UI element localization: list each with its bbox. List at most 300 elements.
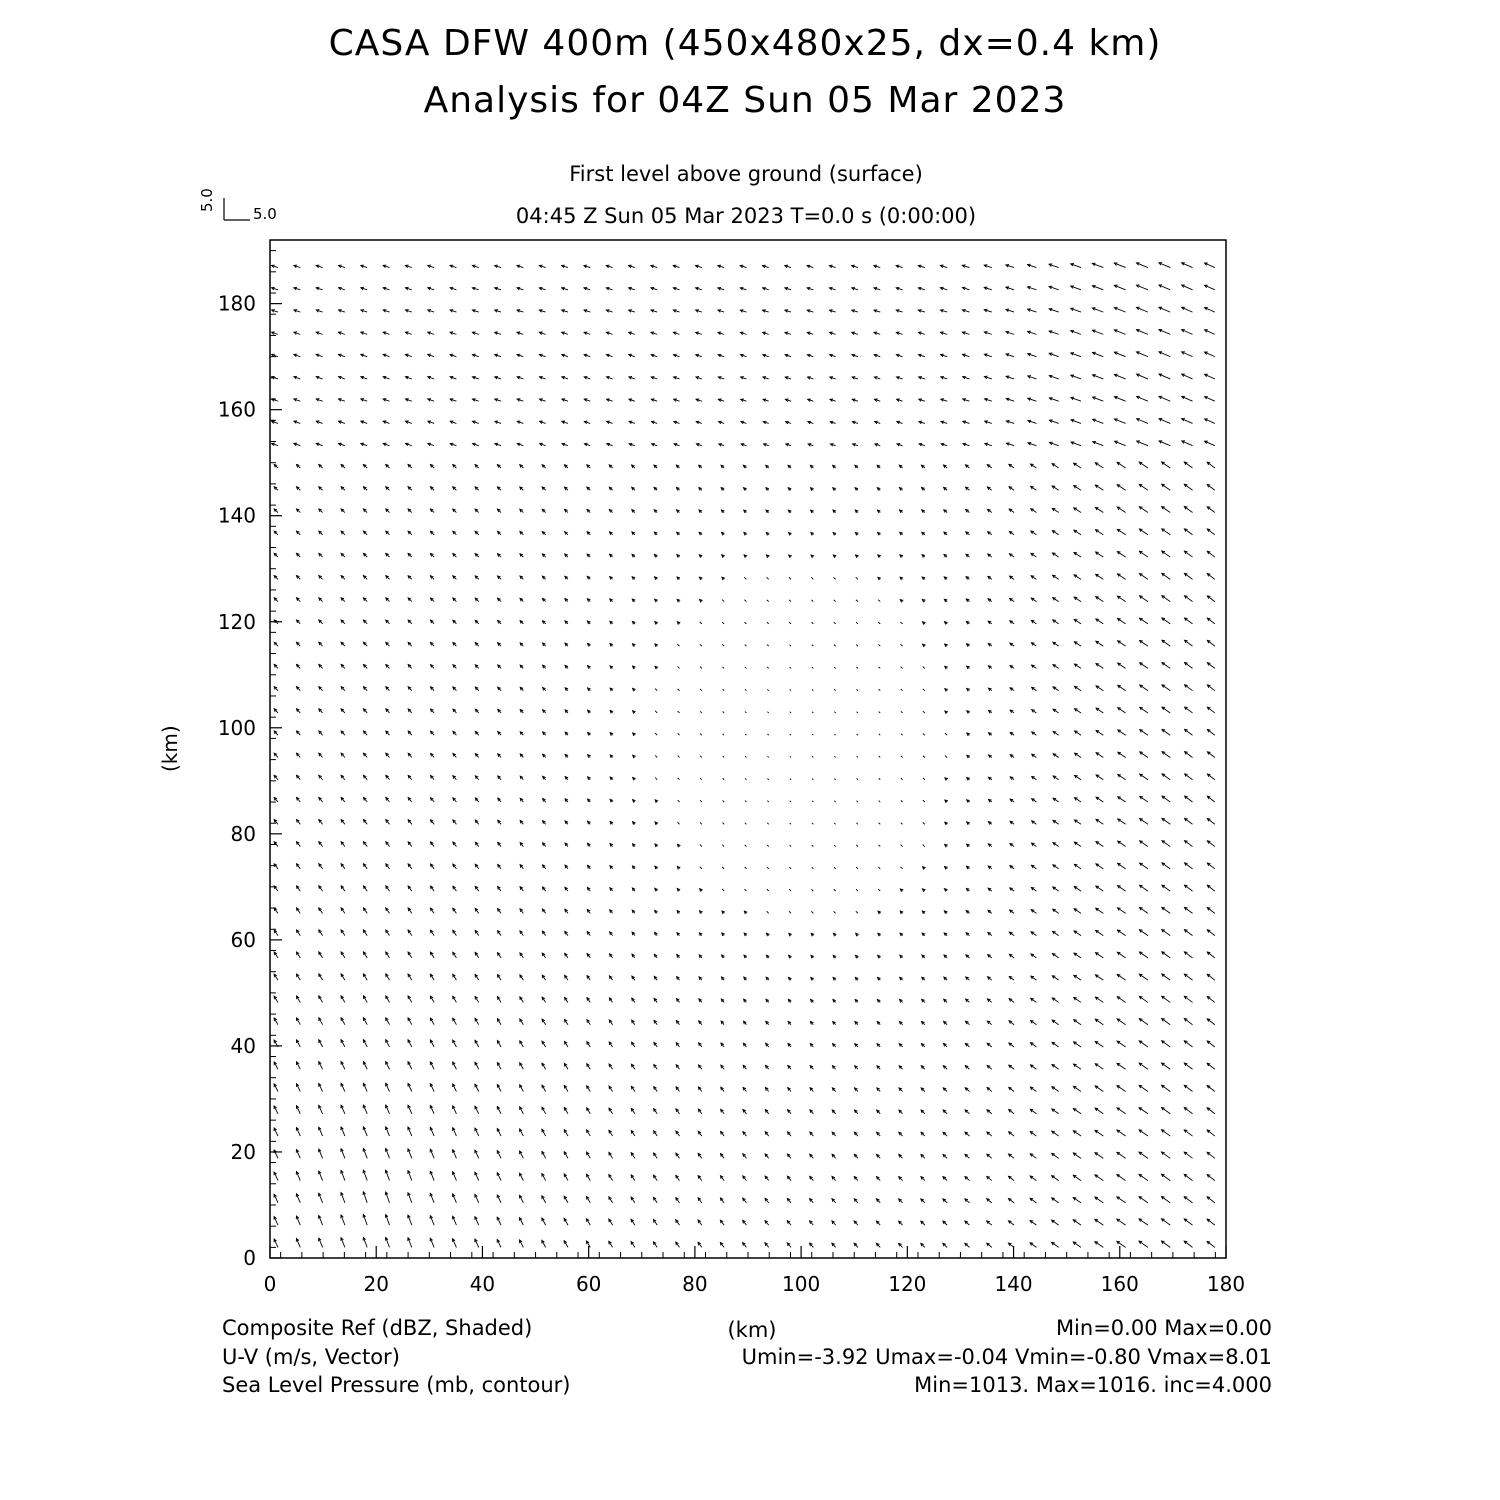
wind-vector xyxy=(654,1064,657,1069)
wind-vector xyxy=(722,845,724,847)
wind-vector xyxy=(696,443,701,446)
wind-vector xyxy=(1117,1086,1126,1092)
wind-vector xyxy=(698,1087,701,1092)
wind-vector xyxy=(810,1044,813,1047)
wind-vector xyxy=(341,1062,345,1070)
wind-vector xyxy=(296,864,300,869)
wind-vector xyxy=(856,600,858,602)
wind-vector xyxy=(341,642,345,646)
wind-vector xyxy=(856,667,858,668)
wind-vector xyxy=(1053,887,1059,891)
wind-vector xyxy=(966,999,970,1002)
wind-vector xyxy=(790,801,791,802)
wind-vector xyxy=(1162,1041,1171,1047)
wind-vector xyxy=(632,1042,635,1047)
wind-vector xyxy=(1185,752,1193,758)
wind-vector xyxy=(319,753,323,757)
wind-vector xyxy=(790,667,791,668)
wind-vector xyxy=(1117,1197,1126,1203)
wind-vector xyxy=(341,620,345,624)
wind-vector xyxy=(899,1199,903,1203)
wind-vector xyxy=(386,1105,390,1114)
wind-vector xyxy=(610,866,613,869)
wind-vector xyxy=(698,1131,702,1136)
wind-vector xyxy=(1205,307,1215,312)
wind-vector xyxy=(790,734,791,735)
wind-vector xyxy=(1071,308,1081,312)
wind-vector xyxy=(878,644,880,646)
wind-vector xyxy=(1053,865,1059,869)
wind-vector xyxy=(945,711,948,714)
wind-vector xyxy=(651,421,657,424)
wind-vector xyxy=(319,1105,323,1113)
wind-vector xyxy=(699,1043,702,1047)
wind-vector xyxy=(722,600,724,602)
wind-vector xyxy=(767,734,768,735)
wind-vector xyxy=(1161,1219,1170,1225)
wind-vector xyxy=(517,265,523,268)
wind-vector xyxy=(653,1197,657,1203)
wind-vector xyxy=(1049,353,1058,357)
wind-vector xyxy=(1118,797,1126,802)
wind-vector xyxy=(722,933,725,936)
wind-vector xyxy=(720,1242,724,1247)
wind-vector xyxy=(606,354,612,357)
wind-vector xyxy=(673,265,679,268)
wind-vector xyxy=(855,510,858,513)
wind-vector xyxy=(319,642,323,646)
wind-vector xyxy=(274,1106,278,1114)
plot-frame xyxy=(270,240,1226,1258)
wind-vector xyxy=(633,800,636,803)
wind-vector xyxy=(812,689,813,690)
wind-vector xyxy=(386,974,390,980)
wind-vector xyxy=(1184,596,1192,602)
wind-vector xyxy=(945,644,948,647)
wind-vector xyxy=(607,399,613,402)
wind-vector xyxy=(921,1221,925,1225)
wind-vector xyxy=(762,265,768,268)
wind-vector xyxy=(1205,263,1215,268)
wind-vector xyxy=(967,800,970,803)
y-tick-label: 0 xyxy=(243,1246,256,1270)
wind-vector xyxy=(722,911,725,914)
wind-vector xyxy=(833,555,836,558)
wind-vector xyxy=(1096,953,1104,958)
wind-vector xyxy=(1115,441,1126,446)
wind-vector xyxy=(408,930,412,936)
wind-vector xyxy=(677,955,680,958)
wind-vector xyxy=(988,532,992,535)
wind-vector xyxy=(984,265,992,268)
wind-vector xyxy=(745,756,746,757)
wind-vector xyxy=(766,977,769,980)
wind-vector xyxy=(696,332,702,335)
wind-vector xyxy=(740,332,746,335)
wind-vector xyxy=(408,576,412,580)
wind-vector xyxy=(430,908,434,913)
wind-vector xyxy=(453,776,457,780)
wind-vector xyxy=(901,689,903,691)
wind-vector xyxy=(966,510,970,513)
wind-vector xyxy=(678,689,680,691)
wind-vector xyxy=(475,886,479,891)
wind-vector xyxy=(475,487,479,490)
wind-vector xyxy=(565,865,568,869)
wind-vector xyxy=(988,822,991,825)
wind-vector xyxy=(1010,665,1014,668)
wind-vector xyxy=(988,844,991,847)
wind-vector xyxy=(386,820,390,825)
wind-vector xyxy=(696,354,702,357)
wind-vector xyxy=(745,645,747,647)
wind-vector xyxy=(919,399,925,402)
wind-vector xyxy=(542,532,545,535)
wind-vector xyxy=(588,821,591,824)
wind-vector xyxy=(963,354,970,357)
wind-vector xyxy=(1162,930,1170,936)
wind-vector xyxy=(430,1105,434,1113)
wind-vector xyxy=(879,667,881,669)
wind-vector xyxy=(539,354,545,357)
wind-vector xyxy=(453,709,457,713)
wind-vector xyxy=(918,265,925,268)
wind-vector xyxy=(1162,551,1170,557)
wind-vector xyxy=(900,955,903,958)
wind-vector xyxy=(1073,1242,1081,1247)
wind-vector xyxy=(475,1194,479,1202)
y-tick-label: 40 xyxy=(230,1033,256,1058)
wind-vector xyxy=(1114,397,1125,402)
wind-vector xyxy=(341,952,345,958)
wind-vector xyxy=(787,1176,791,1180)
wind-vector xyxy=(341,1215,345,1225)
wind-vector xyxy=(408,1238,412,1248)
wind-vector xyxy=(539,287,545,290)
wind-vector xyxy=(274,1018,278,1025)
wind-vector xyxy=(274,1062,278,1069)
wind-vector xyxy=(1140,640,1148,646)
wind-vector xyxy=(807,310,813,313)
wind-vector xyxy=(988,643,992,646)
wind-vector xyxy=(1092,330,1103,334)
wind-vector xyxy=(453,820,457,824)
wind-vector xyxy=(1096,819,1103,824)
wind-vector xyxy=(765,1243,769,1248)
wind-vector xyxy=(1030,1132,1036,1137)
wind-vector xyxy=(453,798,457,802)
wind-vector xyxy=(988,888,992,891)
wind-vector xyxy=(919,376,925,379)
wind-vector xyxy=(1205,285,1215,290)
wind-vector xyxy=(676,1175,680,1180)
wind-vector xyxy=(408,487,412,491)
wind-vector xyxy=(1031,976,1037,980)
wind-vector xyxy=(1140,685,1148,691)
wind-vector xyxy=(1053,575,1059,579)
wind-vector xyxy=(565,599,568,602)
wind-vector xyxy=(565,997,568,1002)
wind-vector xyxy=(1139,529,1148,535)
wind-vector xyxy=(296,1018,300,1025)
wind-vector xyxy=(745,823,746,825)
wind-vector xyxy=(988,710,991,713)
wind-vector xyxy=(1009,1065,1014,1069)
wind-vector xyxy=(832,1110,835,1114)
wind-vector xyxy=(1031,598,1036,602)
wind-vector xyxy=(988,866,992,869)
wind-vector xyxy=(386,930,390,936)
wind-vector xyxy=(1207,574,1215,580)
wind-vector xyxy=(296,642,300,646)
wind-vector xyxy=(1137,441,1148,446)
wind-vector xyxy=(921,1132,925,1136)
wind-vector xyxy=(855,977,858,980)
x-tick-label: 0 xyxy=(263,1272,277,1296)
wind-vector xyxy=(1140,774,1148,780)
wind-vector xyxy=(1185,796,1193,802)
wind-vector xyxy=(294,443,300,446)
wind-vector xyxy=(565,754,568,757)
wind-vector xyxy=(763,399,769,402)
wind-vector xyxy=(296,996,300,1002)
wind-vector xyxy=(676,1131,680,1136)
wind-vector xyxy=(940,310,947,313)
wind-vector xyxy=(788,1088,791,1092)
wind-vector xyxy=(677,644,679,646)
wind-vector xyxy=(520,865,523,869)
wind-vector xyxy=(1096,864,1103,869)
wind-vector xyxy=(586,1196,590,1202)
wind-vector xyxy=(855,465,858,468)
wind-vector xyxy=(789,645,791,646)
wind-vector xyxy=(274,974,278,980)
wind-vector xyxy=(877,1066,880,1070)
wind-vector xyxy=(833,510,836,513)
wind-vector xyxy=(899,1132,903,1136)
wind-vector xyxy=(856,911,858,913)
wind-vector xyxy=(272,310,278,313)
wind-vector xyxy=(1139,974,1148,980)
wind-vector xyxy=(832,1199,836,1203)
wind-vector xyxy=(810,465,813,468)
wind-vector xyxy=(386,487,390,491)
wind-vector xyxy=(274,952,278,958)
wind-vector xyxy=(987,1088,992,1092)
wind-vector xyxy=(1075,775,1081,779)
ref-vector-u-label: 5.0 xyxy=(253,205,277,223)
wind-vector xyxy=(856,645,858,647)
wind-vector xyxy=(274,1084,278,1092)
wind-vector xyxy=(984,354,991,357)
wind-vector xyxy=(341,1238,345,1248)
wind-vector xyxy=(542,931,545,936)
wind-vector xyxy=(543,754,546,757)
wind-vector xyxy=(743,1065,746,1069)
wind-vector xyxy=(629,310,635,313)
wind-vector xyxy=(944,977,947,980)
wind-vector xyxy=(472,399,478,402)
wind-vector xyxy=(629,354,635,357)
wind-vector xyxy=(274,753,278,757)
wind-vector xyxy=(383,287,389,290)
wind-vector xyxy=(1032,665,1037,668)
wind-vector xyxy=(565,688,568,691)
wind-vector xyxy=(1139,1219,1148,1225)
wind-vector xyxy=(319,576,323,580)
wind-vector xyxy=(1159,374,1170,379)
wind-vector xyxy=(319,709,323,713)
wind-vector xyxy=(789,533,792,536)
wind-vector xyxy=(1118,618,1126,623)
wind-vector xyxy=(923,800,925,802)
wind-vector xyxy=(811,955,814,958)
wind-vector xyxy=(584,443,590,446)
wind-vector xyxy=(787,1198,791,1202)
wind-vector xyxy=(408,775,412,779)
wind-vector xyxy=(832,1176,836,1180)
wind-vector xyxy=(988,666,991,669)
wind-vector xyxy=(1140,707,1148,713)
wind-vector xyxy=(1184,996,1192,1002)
wind-vector xyxy=(943,1066,947,1070)
wind-vector xyxy=(879,689,881,690)
wind-vector xyxy=(562,421,568,424)
wind-vector xyxy=(1053,754,1059,758)
wind-vector xyxy=(767,823,768,824)
wind-vector xyxy=(497,975,501,981)
wind-vector xyxy=(1136,307,1147,312)
wind-vector xyxy=(587,1108,591,1114)
wind-vector xyxy=(767,645,769,647)
wind-vector xyxy=(987,1154,992,1158)
wind-vector xyxy=(812,889,814,891)
wind-vector xyxy=(606,310,612,313)
wind-vector xyxy=(361,421,367,424)
wind-vector xyxy=(1096,908,1104,913)
wind-vector xyxy=(854,1243,858,1247)
wind-vector xyxy=(1182,419,1193,424)
wind-vector xyxy=(319,1062,323,1070)
wind-vector xyxy=(274,1194,278,1203)
wind-vector xyxy=(475,1018,479,1024)
wind-vector xyxy=(830,377,836,380)
wind-vector xyxy=(497,1019,501,1025)
wind-vector xyxy=(965,1243,970,1247)
wind-vector xyxy=(610,733,613,736)
wind-vector xyxy=(475,952,479,957)
wind-vector xyxy=(744,600,746,602)
wind-vector xyxy=(878,889,880,891)
wind-vector xyxy=(833,577,835,579)
wind-vector xyxy=(1207,774,1214,780)
wind-vector xyxy=(962,287,969,290)
wind-vector xyxy=(810,1243,814,1247)
wind-vector xyxy=(745,667,747,668)
wind-vector xyxy=(834,734,835,735)
wind-vector xyxy=(1010,643,1014,646)
wind-vector xyxy=(633,822,636,825)
wind-vector xyxy=(1117,908,1125,914)
wind-vector xyxy=(565,732,568,735)
wind-vector xyxy=(274,731,278,735)
wind-vector xyxy=(274,908,278,913)
wind-vector xyxy=(542,1151,546,1158)
wind-vector xyxy=(341,886,345,891)
wind-vector xyxy=(785,354,791,357)
wind-vector xyxy=(296,1106,300,1114)
wind-vector xyxy=(564,1241,568,1248)
wind-vector xyxy=(1182,263,1193,268)
wind-vector xyxy=(922,955,925,958)
wind-vector xyxy=(361,399,367,402)
wind-vector xyxy=(1096,552,1104,557)
wind-vector xyxy=(987,509,991,512)
wind-vector xyxy=(497,531,501,534)
wind-vector xyxy=(743,1043,746,1047)
wind-vector xyxy=(341,687,345,691)
wind-vector xyxy=(810,1021,813,1024)
wind-vector xyxy=(1053,709,1059,713)
y-axis-label: (km) xyxy=(158,725,182,772)
wind-vector xyxy=(900,867,902,869)
wind-vector xyxy=(922,577,925,580)
wind-vector xyxy=(1030,1220,1036,1225)
wind-vector xyxy=(766,1043,769,1047)
wind-vector xyxy=(1010,598,1014,601)
wind-vector xyxy=(341,487,345,491)
wind-vector xyxy=(386,1062,390,1070)
wind-vector xyxy=(428,332,434,335)
wind-vector xyxy=(1031,865,1036,869)
wind-vector xyxy=(1031,932,1036,936)
wind-vector xyxy=(1010,688,1014,691)
wind-vector xyxy=(654,976,657,980)
wind-vector xyxy=(963,399,970,402)
wind-vector xyxy=(274,1172,278,1181)
wind-vector xyxy=(763,421,768,424)
wind-vector xyxy=(363,531,367,535)
wind-vector xyxy=(564,1019,567,1024)
wind-vector xyxy=(1207,640,1215,646)
wind-vector xyxy=(385,1192,389,1203)
wind-vector xyxy=(543,798,546,802)
wind-vector xyxy=(386,509,390,513)
wind-vector xyxy=(1139,1108,1148,1114)
wind-vector xyxy=(1032,732,1037,735)
wind-vector xyxy=(386,598,390,602)
wind-vector xyxy=(1207,1108,1215,1114)
wind-vector xyxy=(386,576,390,580)
wind-vector xyxy=(1095,1153,1103,1159)
wind-vector xyxy=(855,999,858,1002)
wind-vector xyxy=(472,421,478,424)
wind-vector xyxy=(408,642,412,646)
wind-vector xyxy=(383,443,389,446)
wind-vector xyxy=(722,889,724,891)
wind-vector xyxy=(877,1022,880,1025)
wind-vector xyxy=(721,1065,724,1069)
wind-vector xyxy=(922,977,925,980)
wind-vector xyxy=(744,911,747,914)
wind-vector xyxy=(472,265,478,268)
wind-vector xyxy=(744,933,747,936)
wind-vector xyxy=(988,977,992,980)
wind-vector xyxy=(294,354,300,357)
wind-vector xyxy=(296,886,300,891)
wind-vector xyxy=(918,310,924,313)
wind-vector xyxy=(677,999,680,1003)
